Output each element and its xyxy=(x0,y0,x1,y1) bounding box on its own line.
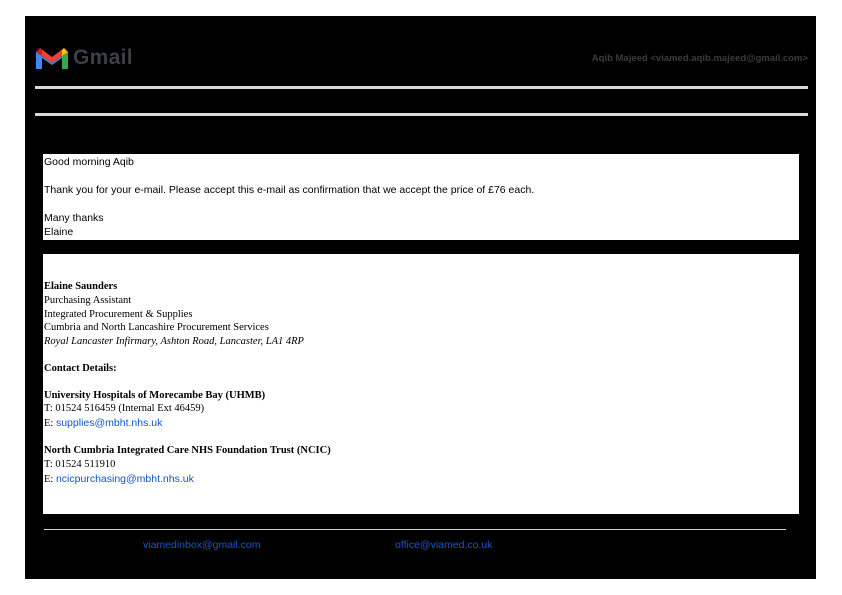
org2-phone: T: 01524 511910 xyxy=(44,459,116,470)
org1-email-prefix: E: xyxy=(44,418,56,429)
org2-email-row xyxy=(44,473,194,485)
header-divider-2 xyxy=(35,113,808,116)
org2-email-prefix: E: xyxy=(44,474,56,485)
signature-department: Integrated Procurement & Supplies xyxy=(44,309,193,320)
contact-heading: Contact Details: xyxy=(44,363,117,374)
signature-name: Elaine Saunders xyxy=(44,281,118,292)
closing: Many thanks xyxy=(44,212,104,224)
message-body xyxy=(43,154,799,240)
gmail-logo[interactable] xyxy=(34,45,134,71)
signature-address: Royal Lancaster Infirmary, Ashton Road, Lancaster, LA1 4RP xyxy=(44,336,304,347)
header-divider xyxy=(35,86,808,89)
greeting: Good morning Aqib xyxy=(44,156,134,168)
org1-name: University Hospitals of Morecambe Bay (UHMB) xyxy=(44,390,266,401)
footer-email-2[interactable]: office@viamed.co.uk xyxy=(395,539,493,551)
footer-email-1[interactable]: viamedinbox@gmail.com xyxy=(143,539,261,551)
gmail-wordmark: Gmail xyxy=(73,46,133,69)
org1-email-row xyxy=(44,417,162,429)
org2-email-link[interactable]: ncicpurchasing@mbht.nhs.uk xyxy=(55,473,194,485)
footer-divider xyxy=(44,529,786,530)
signature-organisation: Cumbria and North Lancashire Procurement Services xyxy=(44,322,269,333)
signature-role: Purchasing Assistant xyxy=(44,295,132,306)
gmail-m-icon xyxy=(34,45,70,71)
org2-name: North Cumbria Integrated Care NHS Foundation Trust (NCIC) xyxy=(44,445,331,456)
org1-phone: T: 01524 516459 (Internal Ext 46459) xyxy=(44,403,205,414)
email-signature xyxy=(43,254,799,514)
account-address: Aqib Majeed <viamed.aqib.majeed@gmail.com> xyxy=(591,53,808,64)
signoff: Elaine xyxy=(44,226,74,238)
org1-email-link[interactable]: supplies@mbht.nhs.uk xyxy=(55,417,163,429)
message-text: Thank you for your e-mail. Please accept this e-mail as confirmation that we accept the price of £76 each. xyxy=(44,184,535,196)
